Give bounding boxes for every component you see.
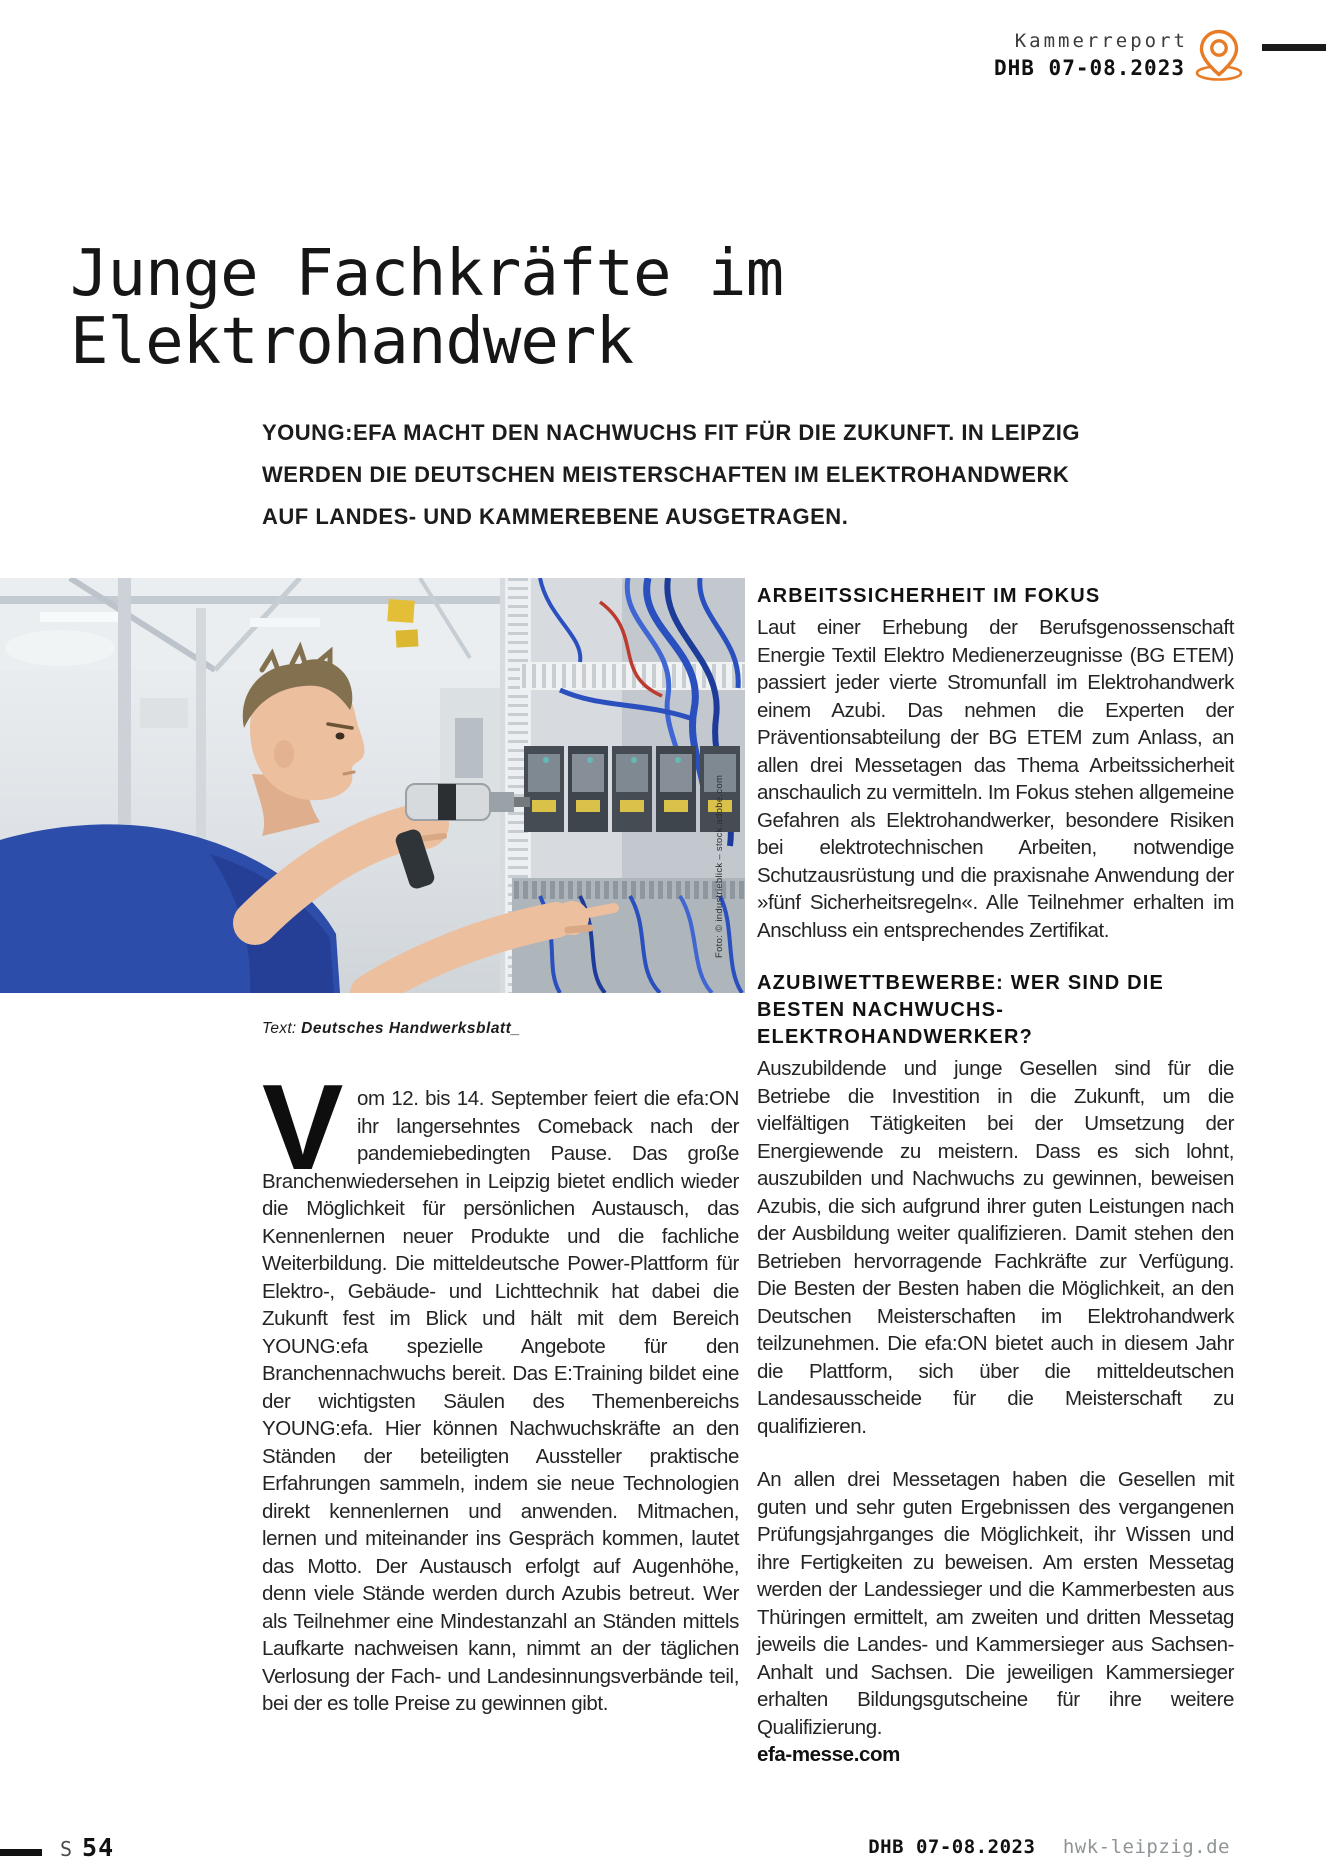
- intro-paragraph: [262, 1059, 739, 1718]
- section-heading-safety: ARBEITSSICHERHEIT IM FOKUS: [757, 585, 1101, 607]
- article-column-left: [262, 1059, 739, 1744]
- efa-messe-link[interactable]: efa-messe.com: [757, 1743, 900, 1766]
- footer-rule: [0, 1849, 42, 1856]
- photo-illustration: [0, 578, 745, 993]
- article-title-line2: Elektrohandwerk: [70, 305, 633, 379]
- byline-author: Deutsches Handwerksblatt_: [301, 1020, 521, 1037]
- page-prefix: S: [60, 1837, 75, 1861]
- article-photo: [0, 578, 745, 993]
- article-standfirst: YOUNG:EFA MACHT DEN NACHWUCHS FIT FÜR DIE ZUKUNFT. IN LEIPZIG WERDEN DIE DEUTSCHEN MEISTERSCHAFTEN IM ELEKTROHANDWERK AUF LANDES- UND KAMMEREBENE AUSGETRAGEN.: [262, 420, 1080, 529]
- section-contest-text-2: An allen drei Messetagen haben die Gesellen mit guten und sehr guten Ergebnissen des vergangenen Prüfungsjahrganges die Möglichkeit, ihr Wissen und ihre Fertigkeiten zu beweisen. Am ersten Messetag werden der Landessieger und die Kammerbesten aus Thüringen ermittelt, am zweiten und dritten Messetag jeweils die Landes- und Kammersieger aus Sachsen-Anhalt und Sachsen. Die jeweiligen Kammersieger erhalten Bildungsgutscheine für ihre weitere Qualifizierung.: [757, 1468, 1234, 1739]
- photo-credit: Foto: © industrieblick – stock.adobe.com: [714, 774, 725, 958]
- article-title: [70, 237, 784, 379]
- footer-info: [868, 1836, 1230, 1858]
- article-title-line1: Junge Fachkräfte im: [70, 237, 784, 311]
- page-header: [993, 30, 1188, 80]
- page-number: [60, 1833, 114, 1862]
- byline: [262, 1020, 520, 1038]
- drop-cap: V: [262, 1059, 343, 1195]
- issue-label: DHB 07-08.2023: [993, 56, 1185, 80]
- section-safety-text: Laut einer Erhebung der Berufsgenossenschaft Energie Textil Elektro Medienerzeugnisse (BG ETEM) passiert jeder vierte Stromunfall im Elektrohandwerk einem Azubi. Das nehmen die Experten der Präventionsabteilung der BG ETEM zum Anlass, an allen drei Messetagen das Thema Arbeitssicherheit anschaulich zu vermitteln. Im Fokus stehen allgemeine Gefahren als Elektrohandwerker, besondere Risiken bei elektrotechnischen Arbeiten, notwendige Schutzausrüstung und die praxisnahe Anwendung der »fünf Sicherheitsregeln«. Alle Teilnehmer erhalten im Anschluss ein entsprechendes Zertifikat.: [757, 616, 1234, 942]
- website-link[interactable]: hwk-leipzig.de: [1062, 1836, 1230, 1858]
- article-column-right: [757, 583, 1234, 1769]
- section-heading-contest: AZUBIWETTBEWERBE: WER SIND DIE BESTEN NACHWUCHS-ELEKTROHANDWERKER?: [757, 972, 1165, 1048]
- section-contest-text-1: Auszubildende und junge Gesellen sind für die Betriebe die Investition in die Zukunft, um die vielfältigen Tätigkeiten bei der Umsetzung der Energiewende zu meistern. Dass es sich lohnt, auszubilden und Nachwuchs zu gewinnen, beweisen Azubis, die sich aufgrund ihrer guten Leistungen nach der Ausbildung weiter qualifizieren. Damit stehen den Betrieben hervorragende Fachkräfte zur Verfügung. Die Besten der Besten haben die Möglichkeit, an den Deutschen Meisterschaften im Elektrohandwerk teilzunehmen. Die efa:ON bietet auch in diesem Jahr die Plattform, sich über die mitteldeutschen Landesausscheide für die Meisterschaft zu qualifizieren.: [757, 1057, 1234, 1438]
- intro-text: om 12. bis 14. September feiert die efa:ON ihr langersehntes Comeback nach der pandemiebedingten Pause. Das große Branchenwiedersehen in Leipzig bietet endlich wieder die Möglichkeit für persönlichen Austausch, das Kennenlernen neuer Produkte und die fachliche Weiterbildung. Die mitteldeutsche Power-Plattform für Elektro-, Gebäude- und Lichttechnik hat dabei die Zukunft fest im Blick und hält mit dem Bereich YOUNG:efa spezielle Angebote für den Branchennachwuchs bereit. Das E:Training bildet eine der wichtigsten Säulen des Themenbereichs YOUNG:efa. Hier können Nachwuchskräfte an den Ständen der beteiligten Aussteller praktische Erfahrungen sammeln, indem sie neue Technologien direkt kennenlernen und anwenden. Mitmachen, lernen und miteinander ins Gespräch kommen, lautet das Motto. Der Austausch erfolgt auf Augenhöhe, denn viele Stände werden durch Azubis betreut. Wer als Teilnehmer eine Mindestanzahl an Ständen mittels Laufkarte nachweisen kann, nimmt an der täglichen Verlosung der Fach- und Landesinnungsverbände teil, bei der es tolle Preise zu gewinnen gibt.: [262, 1087, 739, 1715]
- byline-label: Text:: [262, 1020, 297, 1037]
- footer-issue: DHB 07-08.2023: [868, 1836, 1036, 1858]
- location-pin-icon: [1192, 28, 1248, 82]
- page-number-value: 54: [82, 1833, 115, 1862]
- header-rule: [1262, 44, 1326, 51]
- section-eyebrow: Kammerreport: [1014, 30, 1188, 52]
